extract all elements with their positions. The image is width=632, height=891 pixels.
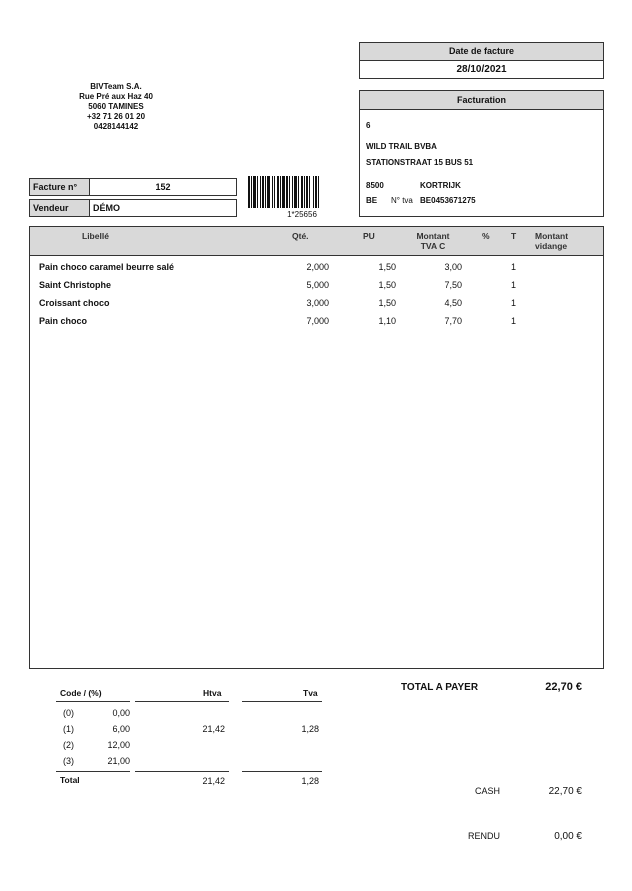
item-qte: 5,000: [306, 280, 329, 290]
barcode-text: 1*25656: [287, 210, 317, 219]
col-vidange-line2: vidange: [535, 241, 568, 251]
col-vidange: [535, 231, 568, 251]
client-code: 6: [366, 121, 371, 130]
item-qte: 2,000: [306, 262, 329, 272]
vat-total-label: Total: [60, 775, 80, 785]
client-postcode: 8500: [366, 181, 384, 190]
vat-code: (3): [63, 756, 74, 766]
billing-label: Facturation: [360, 91, 603, 110]
invoice-date-box: [359, 42, 604, 79]
col-qte: Qté.: [292, 231, 309, 241]
vat-total-rule: [242, 771, 322, 772]
vendor-label: Vendeur: [30, 200, 90, 216]
vat-col-tva: Tva: [303, 688, 318, 698]
barcode-image: [248, 176, 352, 208]
vat-rate: 12,00: [107, 740, 130, 750]
item-libelle: Croissant choco: [39, 298, 110, 308]
cash-value: 22,70 €: [548, 786, 582, 797]
item-pu: 1,10: [378, 316, 396, 326]
item-montant: 7,70: [444, 316, 462, 326]
item-t: 1: [511, 298, 517, 308]
invoice-number-value: 152: [155, 182, 171, 192]
item-pu: 1,50: [378, 280, 396, 290]
vat-col-htva: Htva: [203, 688, 222, 698]
vat-header-rule: [56, 701, 130, 702]
total-to-pay-label: TOTAL A PAYER: [401, 682, 479, 693]
vat-number: BE0453671275: [420, 196, 476, 205]
vat-code: (0): [63, 708, 74, 718]
vat-rate: 0,00: [112, 708, 130, 718]
vendor-value: DÉMO: [93, 203, 120, 213]
vat-total-htva: 21,42: [202, 776, 225, 786]
col-montant-line1: Montant: [416, 231, 450, 241]
item-libelle: Pain choco: [39, 316, 88, 326]
vat-code: (2): [63, 740, 74, 750]
vat-header-rule: [135, 701, 229, 702]
item-qte: 7,000: [306, 316, 329, 326]
company-address: [56, 82, 176, 132]
vat-code: (1): [63, 724, 74, 734]
company-name: BIVTeam S.A.: [90, 82, 142, 91]
company-number: 0428144142: [93, 122, 139, 131]
item-montant: 4,50: [444, 298, 462, 308]
table-row: [30, 258, 603, 276]
invoice-number-field: [29, 178, 237, 196]
company-street: Rue Pré aux Haz 40: [79, 92, 153, 101]
item-montant: 7,50: [444, 280, 462, 290]
col-libelle: Libellé: [82, 231, 109, 241]
item-libelle: Pain choco caramel beurre salé: [39, 262, 175, 272]
vat-rate: 21,00: [107, 756, 130, 766]
vat-rate: 6,00: [112, 724, 130, 734]
invoice-date-label: Date de facture: [360, 43, 603, 61]
col-pu: PU: [363, 231, 375, 241]
client-country: BE: [366, 196, 378, 205]
total-to-pay-value: 22,70 €: [545, 681, 582, 693]
client-city: KORTRIJK: [420, 181, 461, 190]
vat-col-code: Code / (%): [60, 688, 102, 698]
item-t: 1: [511, 262, 517, 272]
item-pu: 1,50: [378, 262, 396, 272]
col-percent: %: [482, 231, 490, 241]
change-label: RENDU: [468, 831, 501, 841]
cash-label: CASH: [475, 786, 501, 796]
col-montant: [412, 231, 454, 251]
item-libelle: Saint Christophe: [39, 280, 112, 290]
vendor-field: [29, 199, 237, 217]
item-t: 1: [511, 280, 517, 290]
vat-htva: 21,42: [202, 724, 225, 734]
vat-total-rule: [135, 771, 229, 772]
item-pu: 1,50: [378, 298, 396, 308]
vat-total-rule: [56, 771, 130, 772]
vat-header-rule: [242, 701, 322, 702]
table-row: [30, 312, 603, 330]
client-street: STATIONSTRAAT 15 BUS 51: [366, 158, 474, 167]
items-table: [29, 226, 604, 669]
item-montant: 3,00: [444, 262, 462, 272]
table-row: [30, 294, 603, 312]
company-phone: +32 71 26 01 20: [86, 112, 146, 121]
items-table-header: [30, 227, 603, 256]
invoice-number-label: Facture n°: [30, 179, 90, 195]
vat-number-label: N° tva: [391, 196, 413, 205]
item-qte: 3,000: [306, 298, 329, 308]
vat-tva: 1,28: [301, 724, 319, 734]
client-name: WILD TRAIL BVBA: [366, 142, 437, 151]
col-montant-line2: TVA C: [420, 241, 446, 251]
col-t: T: [511, 231, 517, 241]
table-row: [30, 276, 603, 294]
col-vidange-line1: Montant: [535, 231, 569, 241]
change-value: 0,00 €: [554, 831, 582, 842]
item-t: 1: [511, 316, 517, 326]
company-city: 5060 TAMINES: [88, 102, 144, 111]
vat-total-tva: 1,28: [301, 776, 319, 786]
billing-box: [359, 90, 604, 217]
invoice-date-value: 28/10/2021: [456, 64, 507, 75]
